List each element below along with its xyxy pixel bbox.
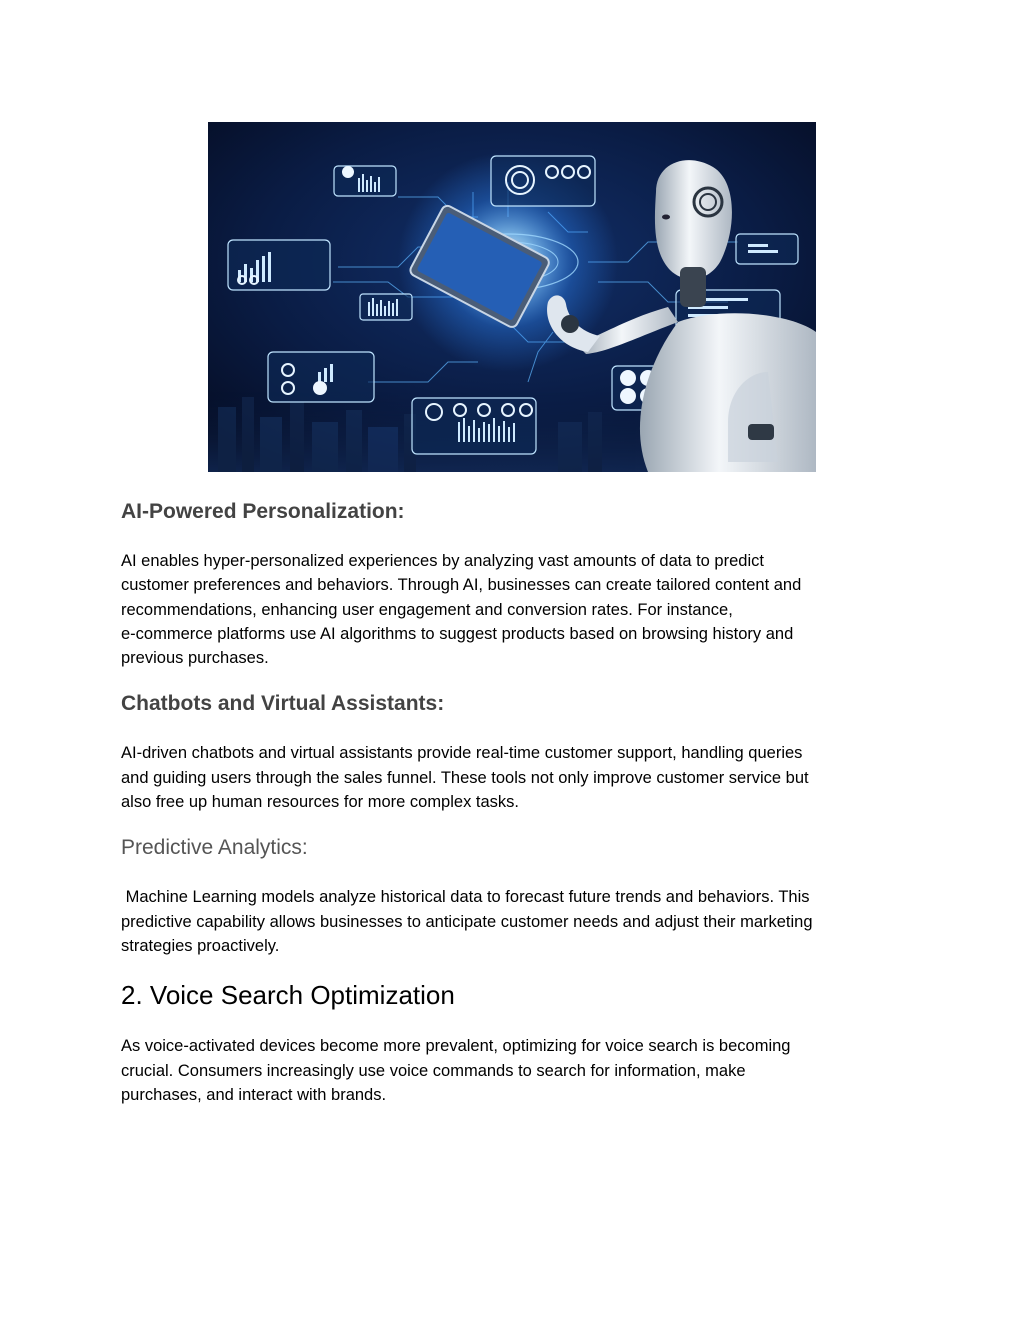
chatbots-paragraph: AI-driven chatbots and virtual assistants provide real-time customer support, handling queries and guiding users through the sales funnel. These tools not only improve customer service but also free up human resources for more complex tasks. bbox=[121, 744, 809, 812]
voice-search-paragraph: As voice-activated devices become more prevalent, optimizing for voice search is becoming crucial. Consumers increasingly use voice commands to search for information, make purchases, and interact with brands. bbox=[121, 1037, 791, 1104]
chatbots-heading: Chatbots and Virtual Assistants: bbox=[121, 692, 445, 716]
predictive-heading: Predictive Analytics: bbox=[121, 836, 308, 860]
voice-search-heading: 2. Voice Search Optimization bbox=[121, 980, 455, 1011]
robot-illustration-art bbox=[208, 122, 816, 472]
personalization-heading: AI-Powered Personalization: bbox=[121, 500, 405, 523]
predictive-paragraph: Machine Learning models analyze historical data to forecast future trends and behaviors. This predictive capability allows businesses to anticipate customer needs and adjust their marketing strategies proactively. bbox=[121, 888, 813, 955]
article-body bbox=[121, 498, 901, 1127]
robot-illustration bbox=[208, 122, 816, 472]
personalization-paragraph: AI enables hyper-personalized experiences by analyzing vast amounts of data to predict customer preferences and behaviors. Through AI, businesses can create tailored content and recommendations, enhancing user engagement and conversion rates. For instance, e-commerce platforms use AI algorithms to suggest products based on browsing history and previous purchases. bbox=[121, 552, 802, 668]
